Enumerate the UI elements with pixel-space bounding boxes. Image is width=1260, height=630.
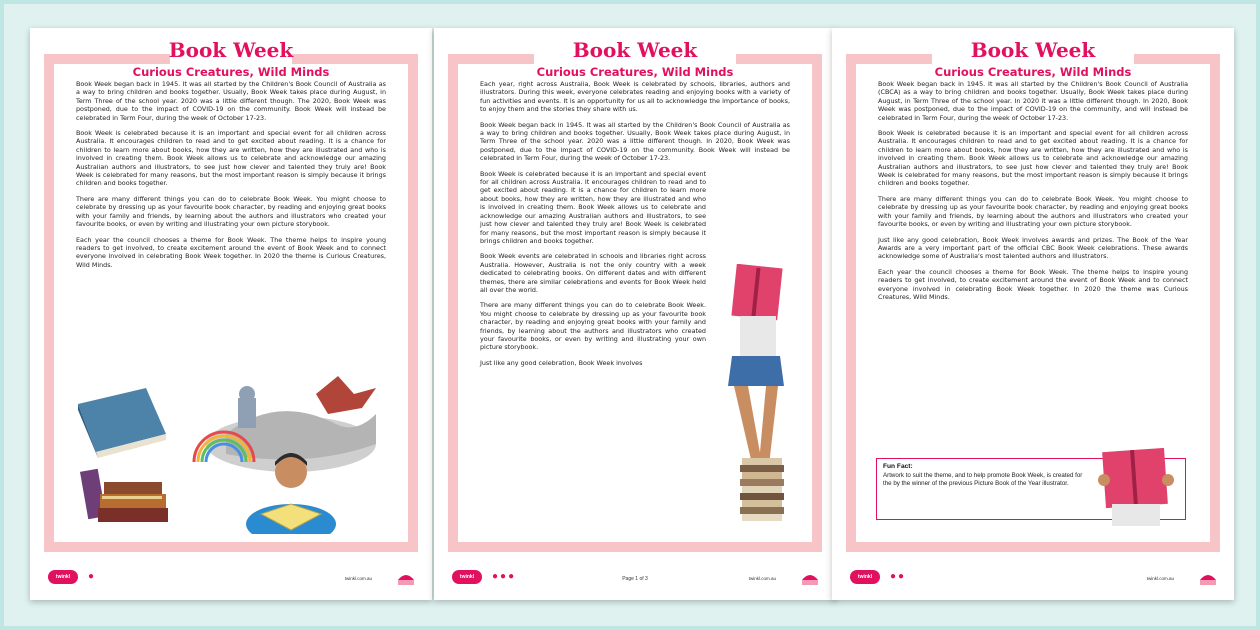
paragraph: Each year the council chooses a theme for Book Week. The theme helps to inspire young readers to get involved, to create excitement around the event of Book Week and to connect everyone involved in celebrating Book Week together. In 2020 the theme is Curious Creatures, Wild Minds. bbox=[76, 235, 386, 269]
paragraph: There are many different things you can do to celebrate Book Week. You might choose to celebrate by dressing up as your favourite book character, by reading and enjoying great books with your family and friends, by learning about the authors and illustrators who created your favourite books, or even by writing and illustrating your own picture storybook. bbox=[878, 194, 1188, 229]
page-footer bbox=[434, 556, 836, 600]
page-subtitle: Curious Creatures, Wild Minds bbox=[132, 65, 330, 79]
paragraph: Book Week is celebrated because it is an important and special event for all children across Australia. It encourages children to read and to get excited about reading. It is a chance for children to learn more about books, how they are written, how they are illustrated and who is involved in creating them. Book Week allows us to celebrate and acknowledge our amazing Australian authors and illustrators, to see just how clever and talented they truly are! Book Week is celebrated for many reasons, but the most important reason is simply because it brings children and books together. bbox=[76, 129, 386, 188]
paragraph: Book Week began back in 1945. It was all started by the Children's Book Council of Australia (CBCA) as a way to bring children and books together. Usually, Book Week takes place during August, in Term Three of the school year. In 2020 it was a little different though. In 2020, Book Week was postponed, due to the impact of COVID-19 on the community, and will instead be celebrated in Term Four, during the week of October 17-23. bbox=[878, 80, 1188, 122]
child-reading-picture bbox=[1094, 448, 1178, 526]
paragraph: Book Week is celebrated because it is an important and special event for all children across Australia. It encourages children to read and to get excited about reading. It is a chance for children to learn more about books, how they are written, how they are illustrated and who is involved in creating them. Book Week allows us to celebrate and acknowledge our amazing Australian authors and illustrators, to see just how clever and talented they truly are! Book Week is celebrated for many reasons, but the most important reason is simply because it brings children and books together. bbox=[878, 129, 1188, 188]
footer-url: twinkl.com.au bbox=[344, 576, 372, 581]
fun-fact-text: Artwork to suit the theme, and to help promote Book Week, is created for the by the winner of the previous Picture Book of the Year illustrator. bbox=[883, 472, 1083, 487]
worksheet-page-2[interactable] bbox=[434, 28, 836, 600]
body-text bbox=[76, 80, 386, 276]
page-dots: ●● bbox=[890, 571, 907, 582]
twinkl-logo: twinkl bbox=[452, 570, 482, 584]
book-week-illustration bbox=[76, 374, 386, 534]
paragraph: Just like any good celebration, Book Week involves awards and prizes. The Book of the Year Awards are a very important part of the official CBC Book Week celebrations. These awards acknowledge some of Australia's most talented authors and illustrators. bbox=[878, 235, 1188, 261]
blue-book-picture bbox=[78, 388, 166, 458]
paragraph: Each year the council chooses a theme for Book Week. The theme helps to inspire young readers to get involved, to create excitement around the event of Book Week and to connect everyone involved in celebrating Book Week together. In 2020 the theme was Curious Creatures, Wild Minds. bbox=[878, 267, 1188, 301]
footer-url: twinkl.com.au bbox=[748, 576, 776, 581]
page-number: Page 1 of 3 bbox=[622, 576, 648, 582]
twinkl-crest-icon bbox=[798, 568, 822, 588]
page-title: Book Week bbox=[572, 38, 698, 62]
page-dots: ● bbox=[88, 571, 97, 582]
paragraph: There are many different things you can do to celebrate Book Week. You might choose to celebrate by dressing up as your favourite book character, by reading and enjoying great books with your family and friends, by learning about the authors and illustrators who created your favourite books, or even by writing and illustrating your own picture storybook. bbox=[480, 301, 706, 352]
paragraph: Just like any good celebration, Book Week involves bbox=[480, 358, 643, 367]
book-stack-picture bbox=[80, 469, 168, 522]
page-footer bbox=[832, 556, 1234, 600]
twinkl-crest-icon bbox=[1196, 568, 1220, 588]
paragraph: Book Week is celebrated because it is an important and special event for all children across Australia. It encourages children to read and to get excited about reading. It is a chance for children to learn more about books, how they are written, how they are illustrated and who is involved in creating them. Book Week allows us to celebrate and acknowledge our amazing Australian authors and illustrators, to see just how clever and talented they truly are! Book Week is celebrated for many reasons, but the most important reason is simply because it brings children and books together. bbox=[480, 169, 706, 245]
twinkl-logo: twinkl bbox=[850, 570, 880, 584]
page-title: Book Week bbox=[168, 38, 294, 62]
page-dots: ●●● bbox=[492, 571, 517, 582]
book-pile bbox=[740, 458, 784, 521]
child-on-books-picture bbox=[718, 264, 794, 526]
page-footer bbox=[30, 556, 432, 600]
page-subtitle: Curious Creatures, Wild Minds bbox=[536, 65, 734, 79]
footer-url: twinkl.com.au bbox=[1146, 576, 1174, 581]
fun-fact-label: Fun Fact: bbox=[883, 463, 913, 470]
page-subtitle: Curious Creatures, Wild Minds bbox=[934, 65, 1132, 79]
worksheet-page-3[interactable] bbox=[832, 28, 1234, 600]
paragraph: Book Week began back in 1945. It was all started by the Children's Book Council of Australia as a way to bring children and books together. Usually, Book Week takes place during August, in Term Three of the school year. 2020 was a little different though. The 2020, Book Week was postponed, due to the impact of COVID-19 on the community. Book Week will instead be celebrated in Term Four, during the week of October 17-23. bbox=[76, 80, 386, 122]
paragraph: Book Week began back in 1945. It was all started by the Children's Book Council of Australia as a way to bring children and books together. Usually, Book Week takes place during August, in Term Three of the school year. 2020 was a little different though. In 2020, Book Week was postponed, due to the impact of COVID-19 on the community. Book Week will instead be celebrated in Term Four, during the week of October 17-23. bbox=[480, 120, 790, 163]
paragraph: Book Week events are celebrated in schools and libraries right across Australia. However, Australia is not the only country with a week dedicated to celebrating books. On different dates and with different themes, there are similar celebrations and events for Book Week held all over the world. bbox=[480, 252, 706, 294]
body-text bbox=[878, 80, 1188, 308]
twinkl-crest-icon bbox=[394, 568, 418, 588]
twinkl-logo: twinkl bbox=[48, 570, 78, 584]
paragraph: There are many different things you can do to celebrate Book Week. You might choose to celebrate by dressing up as your favourite book character, by reading and enjoying great books with your family and friends, by learning about the authors and illustrators who created your favourite books, or even by writing and illustrating your own picture storybook. bbox=[76, 194, 386, 229]
paragraph: Each year, right across Australia, Book Week is celebrated by schools, libraries, authors and illustrators. During this week, everyone celebrates reading and enjoying books with a variety of fun activities and events. It is an opportunity for us all to acknowledge the importance of books, to enjoy them and the stories they share with us. bbox=[480, 80, 790, 114]
page-title: Book Week bbox=[970, 38, 1096, 62]
worksheet-page-1[interactable] bbox=[30, 28, 432, 600]
